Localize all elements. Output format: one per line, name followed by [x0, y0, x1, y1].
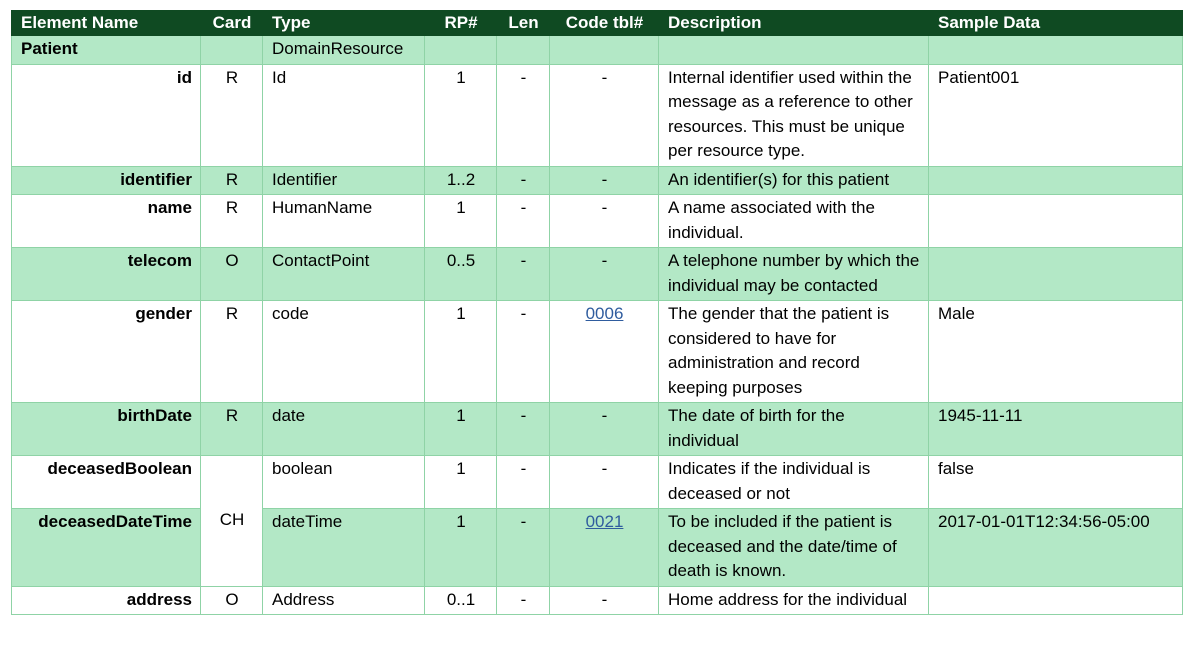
cell-len: -	[497, 301, 550, 403]
table-row-identifier	[12, 166, 1183, 195]
cell-len: -	[497, 248, 550, 301]
header-code-tbl: Code tbl#	[550, 11, 659, 36]
table-row-id	[12, 64, 1183, 166]
cell-sample	[929, 36, 1183, 65]
cell-card: R	[201, 403, 263, 456]
cell-element: deceasedDateTime	[12, 509, 201, 587]
cell-len	[497, 36, 550, 65]
cell-description: The gender that the patient is considered to have for administration and record keeping purposes	[659, 301, 929, 403]
cell-rp: 1..2	[425, 166, 497, 195]
cell-element: address	[12, 586, 201, 615]
cell-sample: Male	[929, 301, 1183, 403]
table-row-birthdate	[12, 403, 1183, 456]
cell-type: Address	[263, 586, 425, 615]
cell-element: Patient	[12, 36, 201, 65]
cell-rp: 1	[425, 301, 497, 403]
table-row-deceasedboolean	[12, 456, 1183, 509]
cell-type: boolean	[263, 456, 425, 509]
cell-card-choice: CH	[201, 456, 263, 587]
header-card: Card	[201, 11, 263, 36]
cell-element: gender	[12, 301, 201, 403]
cell-type: ContactPoint	[263, 248, 425, 301]
cell-rp: 1	[425, 509, 497, 587]
cell-rp: 0..5	[425, 248, 497, 301]
cell-description: To be included if the patient is deceased and the date/time of death is known.	[659, 509, 929, 587]
cell-type: HumanName	[263, 195, 425, 248]
header-rp: RP#	[425, 11, 497, 36]
cell-code: -	[550, 64, 659, 166]
cell-len: -	[497, 509, 550, 587]
cell-len: -	[497, 456, 550, 509]
cell-len: -	[497, 195, 550, 248]
cell-code: -	[550, 248, 659, 301]
cell-description: Internal identifier used within the message as a reference to other resources. This must be unique per resource type.	[659, 64, 929, 166]
cell-card: R	[201, 195, 263, 248]
cell-card	[201, 36, 263, 65]
cell-element: identifier	[12, 166, 201, 195]
cell-rp: 1	[425, 64, 497, 166]
cell-rp	[425, 36, 497, 65]
cell-code: -	[550, 195, 659, 248]
cell-description	[659, 36, 929, 65]
cell-rp: 1	[425, 403, 497, 456]
patient-resource-table	[11, 10, 1183, 615]
code-table-link-0006[interactable]: 0006	[585, 304, 624, 323]
table-row-gender	[12, 301, 1183, 403]
cell-sample: 2017-01-01T12:34:56-05:00	[929, 509, 1183, 587]
code-table-link-0021[interactable]: 0021	[585, 512, 624, 531]
cell-type: Id	[263, 64, 425, 166]
cell-element: telecom	[12, 248, 201, 301]
cell-sample: Patient001	[929, 64, 1183, 166]
cell-description: A name associated with the individual.	[659, 195, 929, 248]
cell-element: birthDate	[12, 403, 201, 456]
cell-rp: 0..1	[425, 586, 497, 615]
table-row-address	[12, 586, 1183, 615]
cell-len: -	[497, 64, 550, 166]
cell-code: -	[550, 403, 659, 456]
cell-sample: false	[929, 456, 1183, 509]
cell-code: -	[550, 456, 659, 509]
cell-description: A telephone number by which the individual may be contacted	[659, 248, 929, 301]
cell-description: Indicates if the individual is deceased or not	[659, 456, 929, 509]
header-element-name: Element Name	[12, 11, 201, 36]
cell-len: -	[497, 166, 550, 195]
cell-type: Identifier	[263, 166, 425, 195]
cell-type: dateTime	[263, 509, 425, 587]
cell-description: Home address for the individual	[659, 586, 929, 615]
cell-card: O	[201, 248, 263, 301]
cell-sample	[929, 248, 1183, 301]
cell-type: date	[263, 403, 425, 456]
table-row-deceaseddatetime	[12, 509, 1183, 587]
cell-element: name	[12, 195, 201, 248]
cell-sample	[929, 586, 1183, 615]
cell-code: -	[550, 586, 659, 615]
header-sample-data: Sample Data	[929, 11, 1183, 36]
cell-code: -	[550, 166, 659, 195]
cell-sample	[929, 166, 1183, 195]
cell-type: code	[263, 301, 425, 403]
cell-card: R	[201, 64, 263, 166]
cell-card: R	[201, 166, 263, 195]
cell-code	[550, 36, 659, 65]
table-row-name	[12, 195, 1183, 248]
cell-sample	[929, 195, 1183, 248]
cell-rp: 1	[425, 195, 497, 248]
cell-sample: 1945-11-11	[929, 403, 1183, 456]
cell-card: O	[201, 586, 263, 615]
table-row-telecom	[12, 248, 1183, 301]
cell-element: id	[12, 64, 201, 166]
cell-len: -	[497, 586, 550, 615]
header-row	[12, 11, 1183, 36]
header-description: Description	[659, 11, 929, 36]
table-row-patient	[12, 36, 1183, 65]
cell-code	[550, 301, 659, 403]
cell-element: deceasedBoolean	[12, 456, 201, 509]
cell-description: The date of birth for the individual	[659, 403, 929, 456]
cell-len: -	[497, 403, 550, 456]
cell-card: R	[201, 301, 263, 403]
header-type: Type	[263, 11, 425, 36]
cell-type: DomainResource	[263, 36, 425, 65]
cell-code	[550, 509, 659, 587]
cell-description: An identifier(s) for this patient	[659, 166, 929, 195]
cell-rp: 1	[425, 456, 497, 509]
header-len: Len	[497, 11, 550, 36]
